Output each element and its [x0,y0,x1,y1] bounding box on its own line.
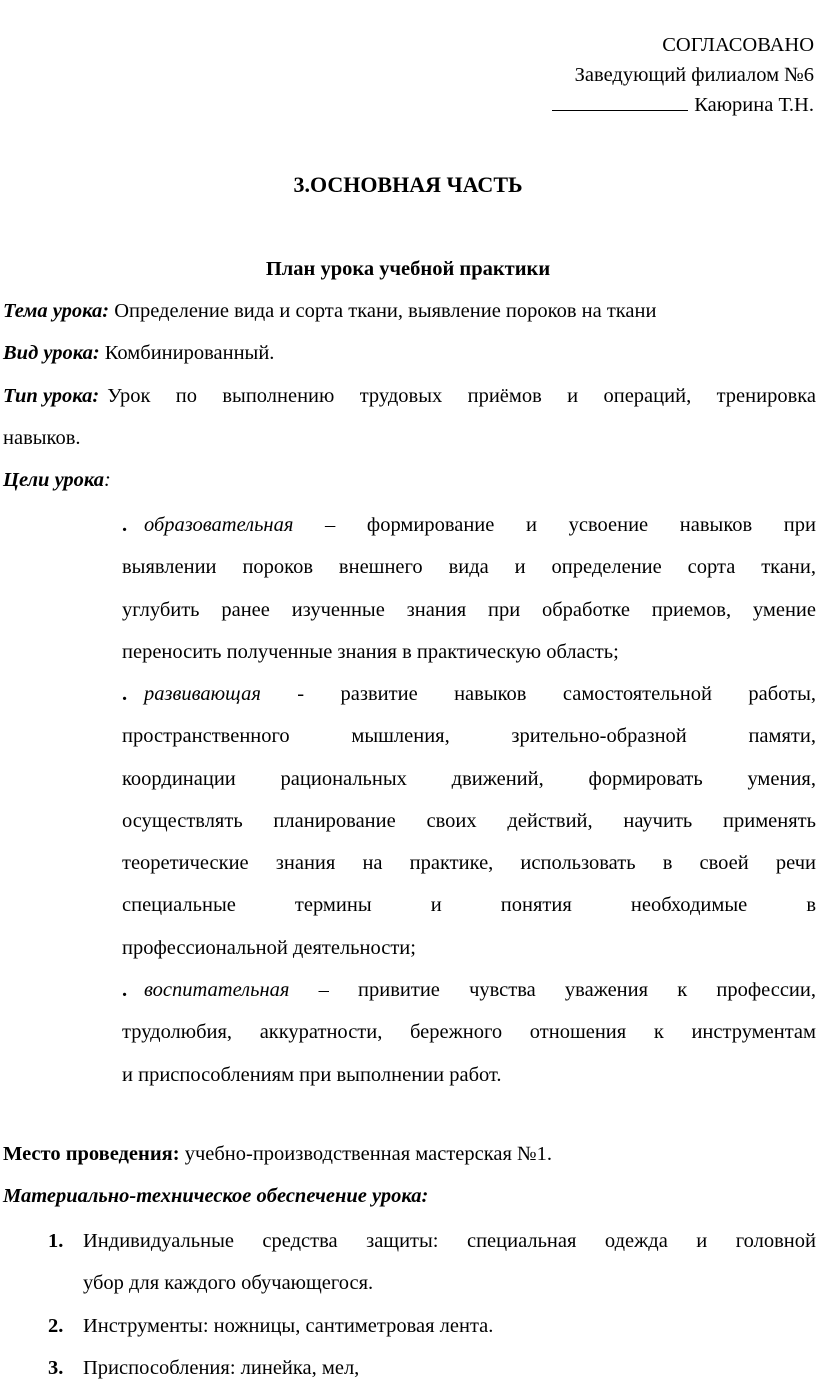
lesson-type-row-cont [3,427,816,450]
equipment-heading-row [3,1185,816,1208]
equipment-item-line: Инструменты: ножницы, сантиметровая лента. [83,1315,494,1337]
goal-term: воспитательная [144,979,290,1001]
goal-term: образовательная [144,514,294,536]
topic-row [3,300,816,323]
goal-bullet: . [122,979,128,1001]
goal-line: и приспособлениям при выполнении работ. [122,1063,502,1086]
lesson-type-label: Тип урока: [3,385,100,407]
approval-block [552,30,814,120]
goal-line: специальные термины и понятия необходимые в [122,894,816,917]
goal-bullet: . [122,683,128,705]
goals-label: Цели урока [3,469,105,491]
lesson-type-value-line2: навыков. [3,427,81,449]
goal-line: – привитие чувства уважения к профессии, [289,979,816,1001]
plan-title: План урока учебной практики [265,258,551,280]
place-row [3,1143,816,1166]
topic-value: Определение вида и сорта ткани, выявление пороков на ткани [109,300,657,322]
place-label: Место проведения: [3,1143,180,1165]
goal-line: выявлении пороков внешнего вида и определение сорта ткани, [122,556,816,579]
equipment-label: Материально-техническое обеспечение урока: [3,1185,429,1207]
lesson-kind-row [3,342,816,365]
place-value: учебно-производственная мастерская №1. [179,1143,552,1165]
goal-line: координации рациональных движений, формировать умения, [122,767,816,790]
lesson-kind-label: Вид урока: [3,342,100,364]
goal-line: - развитие навыков самостоятельной работы, [260,683,816,705]
approval-name: Каюрина Т.Н. [694,94,814,116]
goal-line: углубить ранее изученные знания при обработке приемов, умение [122,598,816,621]
goals-row [3,469,816,492]
equipment-item-number: 1. [48,1230,64,1252]
lesson-type-value-line1: Урок по выполнению трудовых приёмов и операций, тренировка [107,385,816,407]
goal-line: осуществлять планирование своих действий, научить применять [122,809,816,832]
goal-developmental [122,673,816,969]
goal-line: теоретические знания на практике, использовать в своей речи [122,852,816,875]
approval-position: Заведующий филиалом №6 [574,64,814,86]
equipment-item-line: Приспособления: линейка, мел, [83,1357,360,1379]
goal-line: – формирование и усвоение навыков при [293,514,816,536]
goal-upbringing [122,969,816,1096]
goal-bullet: . [122,514,128,536]
goal-line: трудолюбия, аккуратности, бережного отношения к инструментам [122,1021,816,1044]
goal-educational [122,504,816,673]
topic-label: Тема урока: [3,300,110,322]
goal-line: профессиональной деятельности; [122,936,416,959]
lesson-type-row [3,385,816,408]
equipment-item-number: 3. [48,1357,64,1379]
lesson-kind-value: Комбинированный. [99,342,275,364]
section-title: 3.ОСНОВНАЯ ЧАСТЬ [293,172,523,197]
equipment-item-line: Индивидуальные средства защиты: специальная одежда и головной [83,1230,816,1252]
equipment-item-number: 2. [48,1315,64,1337]
approval-signature [552,90,814,120]
signature-line [552,90,688,111]
goal-line: пространственного мышления, зрительно-образной памяти, [122,725,816,748]
goal-line: переносить полученные знания в практическую область; [122,640,619,663]
equipment-item-line: убор для каждого обучающегося. [83,1272,374,1295]
approval-title: СОГЛАСОВАНО [662,34,814,56]
goal-term: развивающая [144,683,261,705]
goals-colon: : [104,469,111,491]
